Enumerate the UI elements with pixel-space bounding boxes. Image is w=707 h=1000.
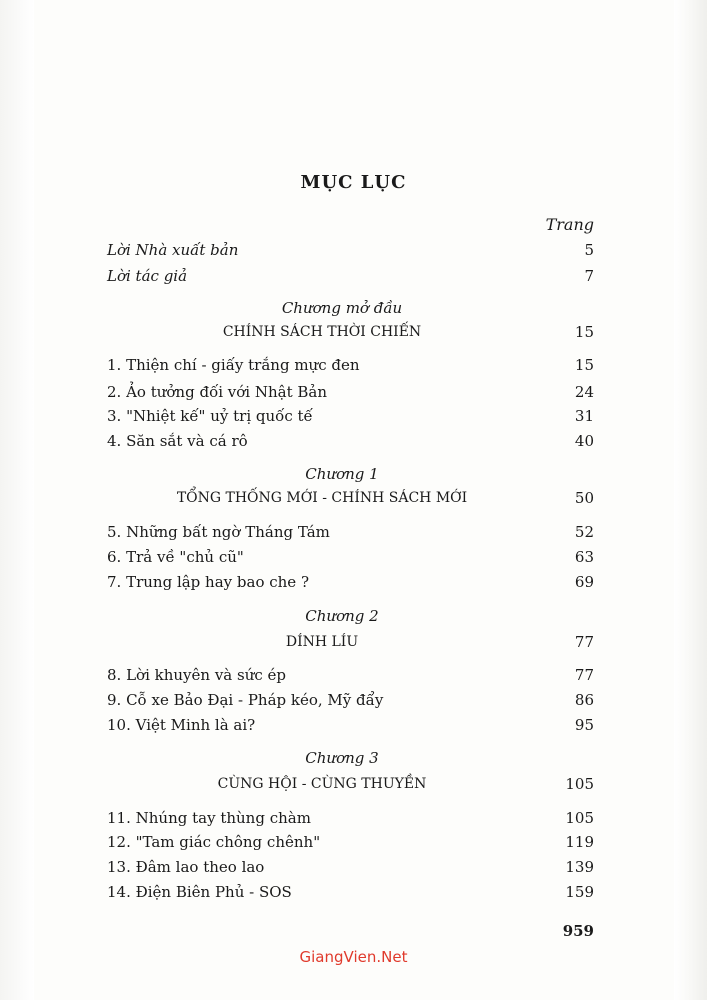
toc-entry-text: 11. Nhúng tay thùng chàm xyxy=(107,809,311,827)
chapter-heading[interactable] xyxy=(107,320,594,344)
toc-entry[interactable] xyxy=(107,545,594,569)
toc-entry-text: 9. Cỗ xe Bảo Đại - Pháp kéo, Mỹ đẩy xyxy=(107,691,384,709)
toc-entry[interactable] xyxy=(107,570,594,594)
chapter-page: 15 xyxy=(574,323,594,341)
chapter-label: Chương 3 xyxy=(305,749,379,767)
toc-entry-page: 77 xyxy=(574,666,594,684)
toc-entry-text: 4. Săn sắt và cá rô xyxy=(107,432,248,450)
chapter-label: Chương mở đầu xyxy=(281,299,403,317)
toc-entry-page: 63 xyxy=(574,548,594,566)
page-column-header: Trang xyxy=(545,215,594,234)
toc-entry[interactable] xyxy=(107,806,594,830)
toc-entry-page: 31 xyxy=(574,407,594,425)
toc-entry-page: 52 xyxy=(574,523,594,541)
toc-entry[interactable] xyxy=(107,238,594,262)
toc-entry-text: 12. "Tam giác chông chênh" xyxy=(107,833,321,851)
toc-entry-page: 40 xyxy=(574,432,594,450)
chapter-title: CÙNG HỘI - CÙNG THUYỀN xyxy=(217,776,427,792)
toc-entry[interactable] xyxy=(107,688,594,712)
chapter-label: Chương 2 xyxy=(305,607,379,625)
toc-entry-text: 8. Lời khuyên và sức ép xyxy=(107,666,287,684)
toc-entry-page: 159 xyxy=(565,883,594,901)
toc-entry-text: 14. Điện Biên Phủ - SOS xyxy=(107,883,292,901)
toc-entry-page: 69 xyxy=(574,573,594,591)
toc-entry-text: 2. Ảo tưởng đối với Nhật Bản xyxy=(107,383,328,401)
toc-entry-page: 86 xyxy=(574,691,594,709)
toc-entry-text: 7. Trung lập hay bao che ? xyxy=(107,573,309,591)
watermark: GiangVien.Net xyxy=(299,948,408,966)
page-right-edge xyxy=(674,0,707,1000)
toc-entry[interactable] xyxy=(107,713,594,737)
chapter-title: DÍNH LÍU xyxy=(285,634,359,650)
chapter-page: 77 xyxy=(574,633,594,651)
toc-entry-page: 15 xyxy=(574,356,594,374)
chapter-title: CHÍNH SÁCH THỜI CHIẾN xyxy=(222,324,422,340)
toc-entry[interactable] xyxy=(107,520,594,544)
toc-entry-page: 7 xyxy=(584,267,594,285)
toc-entry-text: 3. "Nhiệt kế" uỷ trị quốc tế xyxy=(107,407,313,425)
toc-entry[interactable] xyxy=(107,353,594,377)
toc-entry[interactable] xyxy=(107,830,594,854)
chapter-label: Chương 1 xyxy=(305,465,379,483)
chapter-heading[interactable] xyxy=(107,772,594,796)
toc-entry[interactable] xyxy=(107,380,594,404)
toc-entry-text: 5. Những bất ngờ Tháng Tám xyxy=(107,523,330,541)
toc-entry-text: 13. Đâm lao theo lao xyxy=(107,858,265,876)
chapter-page: 105 xyxy=(565,775,594,793)
toc-entry-page: 95 xyxy=(574,716,594,734)
toc-entry-text: 10. Việt Minh là ai? xyxy=(107,716,256,734)
toc-entry-page: 24 xyxy=(574,383,594,401)
toc-entry[interactable] xyxy=(107,264,594,288)
chapter-title: TỔNG THỐNG MỚI - CHÍNH SÁCH MỚI xyxy=(176,490,468,506)
toc-entry[interactable] xyxy=(107,663,594,687)
chapter-heading[interactable] xyxy=(107,486,594,510)
toc-entry-text: Lời Nhà xuất bản xyxy=(107,241,239,259)
page-number: 959 xyxy=(562,922,594,940)
toc-entry[interactable] xyxy=(107,429,594,453)
chapter-page: 50 xyxy=(574,489,594,507)
toc-entry-page: 5 xyxy=(584,241,594,259)
toc-entry-page: 119 xyxy=(565,833,594,851)
toc-entry-text: 6. Trả về "chủ cũ" xyxy=(107,548,244,566)
toc-title: MỤC LỤC xyxy=(300,172,407,193)
toc-entry[interactable] xyxy=(107,855,594,879)
toc-entry-page: 105 xyxy=(565,809,594,827)
toc-entry-page: 139 xyxy=(565,858,594,876)
toc-entry-text: Lời tác giả xyxy=(107,267,188,285)
toc-entry-text: 1. Thiện chí - giấy trắng mực đen xyxy=(107,356,360,374)
toc-entry[interactable] xyxy=(107,404,594,428)
chapter-heading[interactable] xyxy=(107,630,594,654)
page-left-edge xyxy=(0,0,34,1000)
toc-entry[interactable] xyxy=(107,880,594,904)
